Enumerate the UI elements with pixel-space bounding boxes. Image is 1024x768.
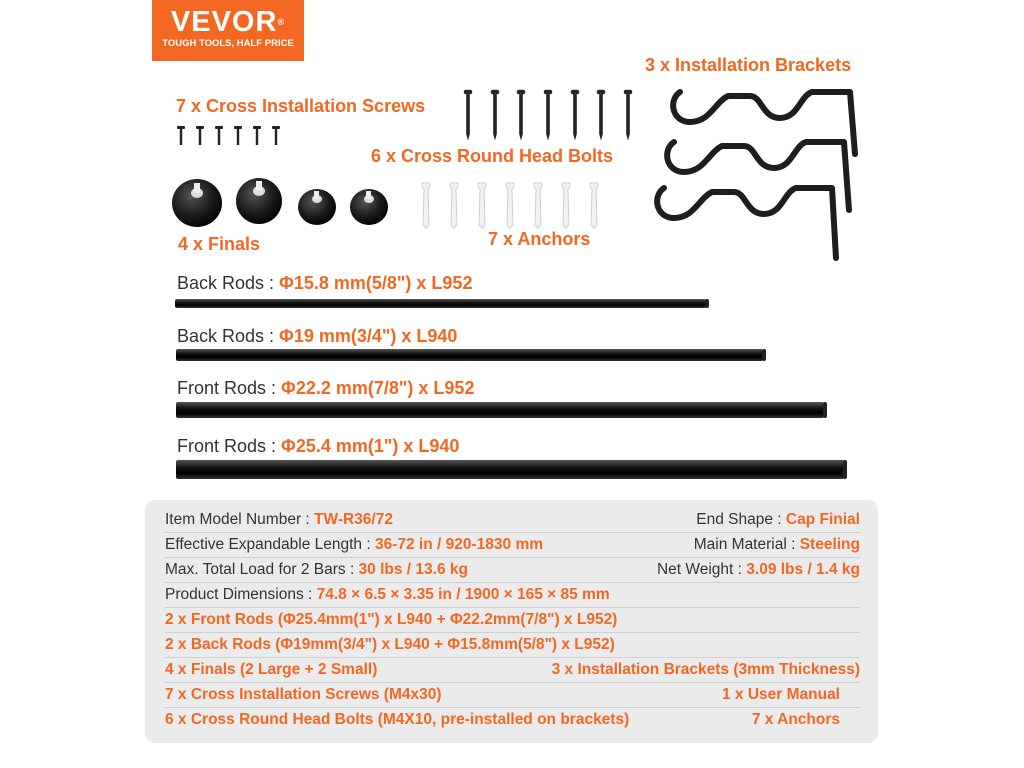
spec-row-bolts: 6 x Cross Round Head Bolts (M4X10, pre-installed on brackets) 7 x Anchors [165,711,840,728]
front-rod-2 [176,460,844,479]
small-screws-image [176,126,286,148]
finals-label: 4 x Finals [178,234,261,254]
brackets-image [650,82,865,262]
brand-tagline: TOUGH TOOLS, HALF PRICE [162,38,294,49]
spec-row-dimensions: Product Dimensions : 74.8 × 6.5 × 3.35 in / 1900 × 165 × 85 mm [165,583,860,608]
bolts-label: 6 x Cross Round Head Bolts [371,146,614,166]
spec-row-finals: 4 x Finals (2 Large + 2 Small) 3 x Installation Brackets (3mm Thickness) [165,658,860,683]
spec-row-model: Item Model Number : TW-R36/72 End Shape : Cap Finial [165,508,860,533]
spec-row-load: Max. Total Load for 2 Bars : 30 lbs / 13.6 kg Net Weight : 3.09 lbs / 1.4 kg [165,558,860,583]
screws-label: 7 x Cross Installation Screws [176,96,426,116]
rod-label-3: Front Rods : Φ22.2 mm(7/8") x L952 [177,378,475,398]
spec-row-back-rods: 2 x Back Rods (Φ19mm(3/4") x L940 + Φ15.8mm(5/8") x L952) [165,633,860,658]
brand-name: VEVOR® [170,6,286,38]
back-rod-2 [176,349,763,361]
vevor-logo [152,0,304,61]
rod-label-1: Back Rods : Φ15.8 mm(5/8") x L952 [177,273,473,293]
spec-table [145,500,878,743]
spec-row-length: Effective Expandable Length : 36-72 in / 920-1830 mm Main Material : Steeling [165,533,860,558]
front-rod-1 [176,402,824,418]
brackets-label: 3 x Installation Brackets [645,55,852,75]
spec-row-front-rods: 2 x Front Rods (Φ25.4mm(1") x L940 + Φ22.2mm(7/8") x L952) [165,608,860,633]
back-rod-1 [175,299,706,308]
spec-row-screws: 7 x Cross Installation Screws (M4x30) 1 x User Manual [165,683,860,708]
finals-image [170,173,390,229]
anchors-image [418,183,608,229]
rod-label-2: Back Rods : Φ19 mm(3/4") x L940 [177,326,458,346]
long-screws-image [460,90,640,142]
anchors-label: 7 x Anchors [488,229,591,249]
rod-label-4: Front Rods : Φ25.4 mm(1") x L940 [177,436,460,456]
